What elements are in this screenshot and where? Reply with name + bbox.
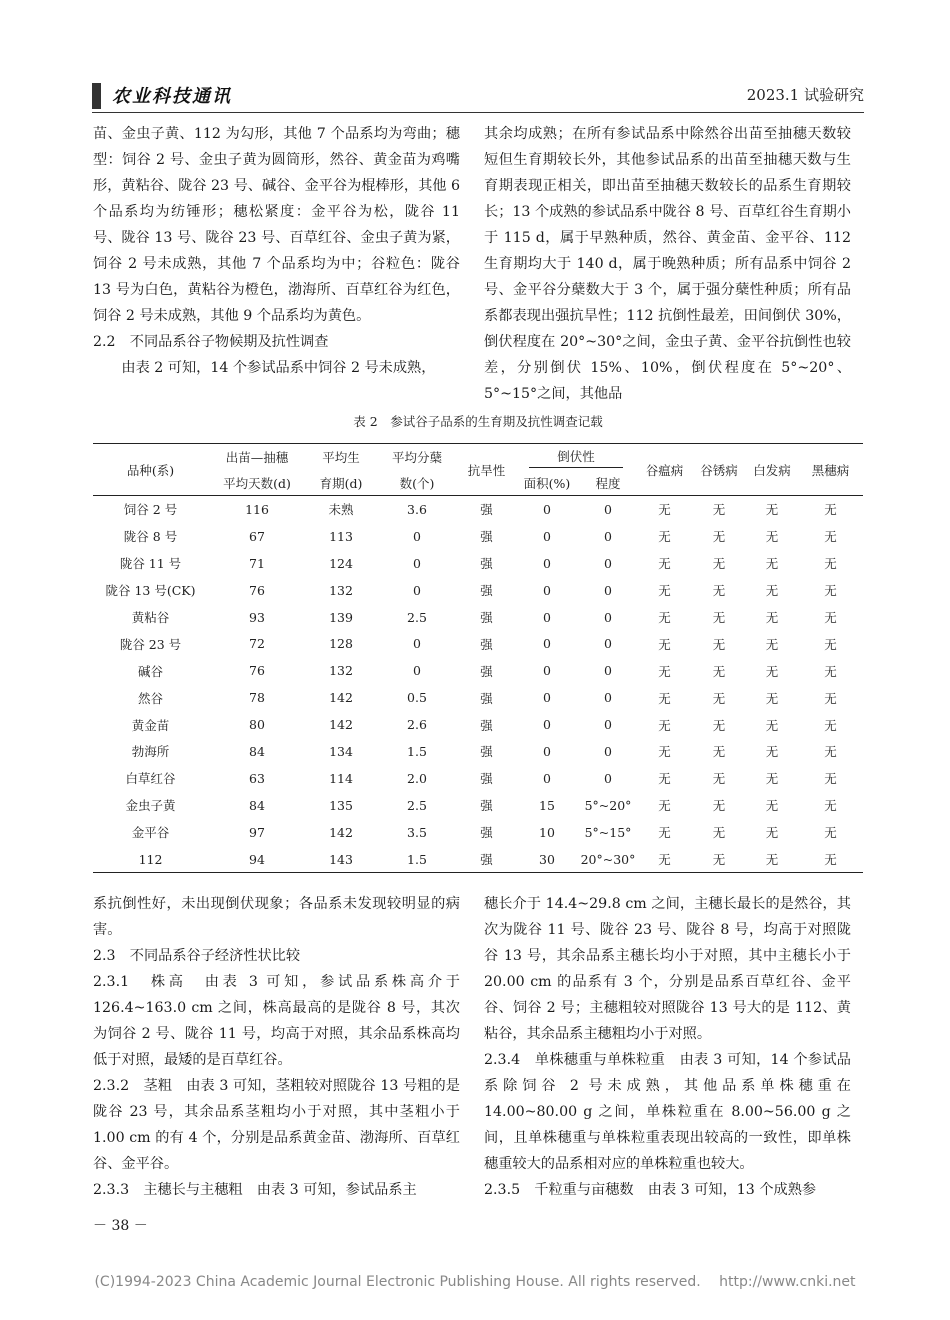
table-cell: 2.5 [407, 797, 427, 813]
table-cell: 0 [604, 743, 612, 759]
table-cell: 124 [329, 555, 353, 571]
table-row [93, 496, 863, 523]
table-cell: 67 [249, 528, 265, 544]
table-cell: 128 [329, 636, 353, 652]
table-caption: 表 2 参试谷子品系的生育期及抗性调查记载 [353, 414, 603, 429]
table-cell: 0 [543, 690, 551, 706]
table-cell: 142 [329, 717, 353, 733]
table-cell: 113 [329, 528, 353, 544]
table-cell: 然谷 [137, 690, 163, 706]
header-line: 数(个) [399, 475, 435, 491]
table-cell: 5°~15° [584, 824, 632, 840]
table-cell: 0 [543, 636, 551, 652]
data-table [93, 443, 863, 873]
table-cell: 无 [712, 610, 726, 625]
issue-label: 2023.1 试验研究 [746, 86, 864, 104]
table-cell: 黄粘谷 [131, 610, 170, 625]
table-cell: 无 [658, 825, 671, 841]
journal-logo: 农业科技通讯 [112, 86, 232, 107]
header-lodging-label: 倒伏性 [529, 447, 623, 468]
table-cell: 无 [824, 556, 837, 572]
table-cell: 强 [480, 502, 493, 518]
table-cell: 强 [480, 556, 493, 572]
table-cell: 0 [543, 582, 551, 598]
table-cell: 无 [712, 529, 726, 545]
col-header-rust: 谷锈病 [692, 444, 746, 496]
table-row [93, 765, 863, 792]
column-bottom-left [93, 891, 460, 1203]
page-number: － 38 － [93, 1218, 148, 1234]
table-cell: 无 [824, 583, 837, 599]
header-line: 平均天数(d) [223, 475, 291, 491]
col-header-tiller [376, 444, 458, 496]
table-cell: 黄金苗 [131, 717, 170, 733]
table-cell: 3.5 [407, 824, 427, 840]
table-cell: 无 [658, 529, 671, 545]
table-cell: 139 [329, 609, 353, 625]
table-cell: 无 [824, 798, 837, 814]
table-cell: 无 [712, 663, 726, 679]
table-cell: 无 [746, 846, 798, 873]
table-cell: 1.5 [376, 846, 458, 873]
table-cell: 84 [249, 743, 265, 759]
table-cell: 0 [543, 663, 551, 679]
table-row [93, 604, 863, 631]
copyright-footer: (C)1994-2023 China Academic Journal Electronic Publishing House. All rights reserved. http://www.cnki.net [94, 1274, 856, 1290]
table-cell: 0 [604, 690, 612, 706]
col-header-days [208, 444, 306, 496]
paragraph: 苗、金虫子黄、112 为勾形，其他 7 个品系均为弯曲；穗型：饲谷 2 号、金虫子黄为圆筒形，然谷、黄金苗为鸡嘴形，黄粘谷、陇谷 23 号、碱谷、金平谷为棍棒形，其他 6 个品系均为纺锤形；穗松紧度：金平谷为松，陇谷 11 号、陇谷 13 号、陇谷 23 号、百草红谷、金虫子黄为紧，饲谷 2 号未成熟，其他 7 个品系均为中；谷粒色：陇谷 13 号为白色，黄粘谷为橙色，渤海所、百草红谷为红色，饲谷 2 号未成熟，其他 9 个品系均为黄色。 [93, 126, 460, 324]
table-cell: 无 [658, 771, 671, 787]
table-cell: 0 [604, 555, 612, 571]
table-row [93, 846, 863, 873]
table-cell: 0 [604, 528, 612, 544]
header-line: 出苗—抽穗 [225, 449, 289, 465]
table-cell: 陇谷 8 号 [123, 529, 178, 545]
table-cell: 无 [824, 744, 837, 760]
table-cell: 无 [658, 556, 671, 572]
table-cell: 无 [824, 529, 837, 545]
table-cell: 0 [604, 717, 612, 733]
table-cell: 无 [712, 744, 726, 760]
table-cell: 无 [765, 610, 779, 625]
table-cell: 15 [539, 797, 555, 813]
table-cell: 76 [249, 663, 265, 679]
col-header-smut: 黑穗病 [798, 444, 863, 496]
table-cell: 无 [765, 556, 779, 572]
paragraph: 系抗倒性好，未出现倒伏现象；各品系未发现较明显的病害。 [93, 896, 460, 938]
table-cell: 无 [637, 846, 692, 873]
table-row [93, 684, 863, 711]
paragraph: 穗长介于 14.4~29.8 cm 之间，主穗长最长的是然谷，其次为陇谷 11 号、陇谷 23 号、陇谷 8 号，均高于对照陇谷 13 号，其余品系主穗长均小于对照，其中主穗长小于 20.00 cm 的品系有 3 个，分别是品系百草红谷、金平谷、饲谷 2 号；主穗粗较对照陇谷 13 号大的是 112、黄粘谷，其余品系主穗粗均小于对照。 [484, 896, 851, 1042]
table-cell: 无 [712, 583, 726, 599]
table-cell: 0 [604, 663, 612, 679]
table-cell: 76 [249, 582, 265, 598]
table-cell: 未熟 [328, 502, 354, 518]
table-cell: 0 [543, 743, 551, 759]
table-row [93, 577, 863, 604]
col-header-blast: 谷瘟病 [637, 444, 692, 496]
table-cell: 无 [765, 798, 779, 814]
table-cell: 71 [249, 555, 265, 571]
table-cell: 5°~20° [584, 797, 632, 813]
table-cell: 无 [765, 771, 779, 787]
table-cell: 94 [208, 846, 306, 873]
table-cell: 无 [658, 744, 671, 760]
table-cell: 陇谷 11 号 [119, 556, 182, 572]
table-cell: 无 [824, 502, 837, 518]
table-cell: 强 [480, 744, 493, 760]
table-cell: 1.5 [407, 743, 427, 759]
col-header-whitehead: 白发病 [746, 444, 798, 496]
table-cell: 无 [824, 717, 837, 733]
table-cell: 80 [249, 717, 265, 733]
table-cell: 132 [329, 663, 353, 679]
subsection-2-3-3: 2.3.3 主穗长与主穗粗 由表 3 可知，参试品系主 [93, 1182, 417, 1198]
table-row [93, 738, 863, 765]
table-cell: 无 [712, 771, 726, 787]
page-header [92, 80, 864, 110]
table-cell: 0 [604, 609, 612, 625]
table-cell: 无 [765, 663, 779, 679]
table-cell: 72 [249, 636, 265, 652]
header-line: 平均分蘖 [391, 449, 442, 465]
table-cell: 无 [658, 717, 671, 733]
table-cell: 84 [249, 797, 265, 813]
table-cell: 2.0 [407, 770, 427, 786]
table-cell: 陇谷 23 号 [119, 636, 182, 652]
table-cell: 0 [543, 501, 551, 517]
table-row [93, 819, 863, 846]
table-cell: 饲谷 2 号 [123, 502, 178, 518]
table-cell: 0 [413, 555, 421, 571]
table-cell: 0 [413, 663, 421, 679]
table-cell: 无 [712, 825, 726, 841]
table-cell: 0 [413, 636, 421, 652]
table-cell: 0 [604, 582, 612, 598]
table-cell: 63 [249, 770, 265, 786]
table-cell: 30 [515, 846, 579, 873]
table-cell: 0 [604, 636, 612, 652]
table-cell: 金虫子黄 [125, 798, 176, 814]
table-cell: 0 [413, 528, 421, 544]
table-cell: 10 [539, 824, 555, 840]
subsection-2-3-4: 2.3.4 单株穗重与单株粒重 由表 3 可知，14 个参试品系除饲谷 2 号未成熟，其他品系单株穗重在 14.00~80.00 g 之间，单株粒重在 8.00~56.00 g 之间，且单株穗重与单株粒重表现出较高的一致性，即单株穗重较大的品系相对应的单株粒重也较大。 [484, 1052, 851, 1172]
table-row [93, 550, 863, 577]
table-cell: 无 [765, 502, 779, 518]
table-cell: 97 [249, 824, 265, 840]
table-cell: 无 [765, 690, 779, 706]
table-cell: 无 [765, 744, 779, 760]
table-cell: 78 [249, 690, 265, 706]
table-cell: 强 [480, 717, 493, 733]
paragraph: 由表 2 可知，14 个参试品系中饲谷 2 号未成熟， [121, 360, 436, 376]
header-line: 育期(d) [319, 475, 363, 491]
table-cell: 93 [249, 609, 265, 625]
table-cell: 3.6 [407, 501, 427, 517]
table-cell: 无 [824, 663, 837, 679]
table-cell: 0 [604, 770, 612, 786]
table-cell: 无 [658, 583, 671, 599]
table-cell: 金平谷 [131, 825, 170, 841]
table-cell: 112 [93, 846, 208, 873]
subsection-2-3-2: 2.3.2 茎粗 由表 3 可知，茎粗较对照陇谷 13 号粗的是陇谷 23 号，其余品系茎粗均小于对照，其中茎粗小于 1.00 cm 的有 4 个，分别是品系黄金苗、渤海所、百草红谷、金平谷。 [93, 1078, 460, 1172]
table-cell: 无 [765, 583, 779, 599]
table-cell: 无 [658, 663, 671, 679]
col-header-drought: 抗旱性 [458, 444, 515, 496]
header-bar-decoration [92, 83, 101, 109]
table-cell: 无 [658, 636, 671, 652]
table-cell: 0 [543, 770, 551, 786]
table-cell: 0 [543, 717, 551, 733]
table-cell: 2.5 [407, 609, 427, 625]
table-cell: 无 [658, 502, 671, 518]
table-cell: 勃海所 [131, 744, 170, 760]
table-cell: 0 [543, 609, 551, 625]
section-heading-2-3: 2.3 不同品系谷子经济性状比较 [93, 948, 301, 964]
table-cell: 碱谷 [137, 663, 163, 679]
table-cell: 强 [480, 636, 493, 652]
table-cell: 强 [458, 846, 515, 873]
table-cell: 114 [329, 770, 353, 786]
col-header-degree: 程度 [579, 471, 637, 496]
table-cell: 132 [329, 582, 353, 598]
table-cell: 无 [824, 690, 837, 706]
table-cell: 无 [765, 529, 779, 545]
table-cell: 无 [824, 636, 837, 652]
table-cell: 116 [245, 501, 269, 517]
table-cell: 无 [712, 556, 726, 572]
table-cell: 0 [543, 528, 551, 544]
table-cell: 135 [329, 797, 353, 813]
subsection-2-3-1: 2.3.1 株高 由表 3 可知，参试品系株高介于 126.4~163.0 cm 之间，株高最高的是陇谷 8 号，其次为饲谷 2 号、陇谷 11 号，均高于对照，其余品系株高均低于对照，最矮的是百草红谷。 [93, 974, 460, 1068]
table-cell: 20°~30° [579, 846, 637, 873]
table-cell: 无 [712, 636, 726, 652]
table-cell: 无 [798, 846, 863, 873]
table-cell: 2.6 [407, 717, 427, 733]
table-cell: 无 [692, 846, 746, 873]
table-cell: 无 [824, 771, 837, 787]
col-header-variety: 品种(系) [93, 444, 208, 496]
table-cell: 0.5 [407, 690, 427, 706]
column-top-right [484, 121, 851, 407]
table-cell: 无 [712, 502, 726, 518]
table-cell: 无 [658, 798, 671, 814]
table-cell: 强 [480, 771, 493, 787]
col-header-area: 面积(%) [515, 471, 579, 496]
header-rule [92, 112, 864, 113]
table-row [93, 711, 863, 738]
table-cell: 白草红谷 [125, 771, 176, 787]
table-cell: 无 [658, 690, 671, 706]
table-cell: 强 [480, 663, 493, 679]
header-line: 平均生 [322, 449, 360, 465]
table-cell: 142 [329, 824, 353, 840]
table-cell: 无 [712, 690, 726, 706]
subsection-2-3-5: 2.3.5 千粒重与亩穗数 由表 3 可知，13 个成熟参 [484, 1182, 817, 1198]
table-cell: 0 [604, 501, 612, 517]
table-row [93, 792, 863, 819]
table-cell: 无 [765, 825, 779, 841]
table-cell: 无 [824, 610, 837, 625]
table-row [93, 630, 863, 657]
table-cell: 134 [329, 743, 353, 759]
table-cell: 无 [765, 636, 779, 652]
table-cell: 强 [480, 690, 493, 706]
table-cell: 143 [306, 846, 376, 873]
col-header-period [306, 444, 376, 496]
table-cell: 强 [480, 798, 493, 814]
table-cell: 无 [658, 610, 671, 625]
table-cell: 无 [712, 798, 726, 814]
table-cell: 0 [543, 555, 551, 571]
table-cell: 142 [329, 690, 353, 706]
table-row [93, 657, 863, 684]
table-cell: 强 [480, 610, 493, 625]
column-top-left [93, 121, 460, 381]
col-header-lodging [515, 444, 637, 472]
table-cell: 强 [480, 825, 493, 841]
table-cell: 陇谷 13 号(CK) [105, 583, 196, 599]
paragraph: 其余均成熟；在所有参试品系中除然谷出苗至抽穗天数较短但生育期较长外，其他参试品系的出苗至抽穗天数与生育期表现正相关，即出苗至抽穗天数较长的品系生育期较长；13 个成熟的参试品系中陇谷 8 号、百草红谷生育期小于 115 d，属于早熟种质，然谷、黄金苗、金平谷、112 生育期均大于 140 d，属于晚熟种质；所有品系中饲谷 2 号、金平谷分蘖数大于 3 个，属于强分蘖性种质；所有品系都表现出强抗旱性；112 抗倒性最差，田间倒伏 30%，倒伏程度在 20°~30°之间，金虫子黄、金平谷抗倒性也较差，分别倒伏 15%、10%，倒伏程度在 5°~20°、5°~15°之间，其他品 [484, 126, 851, 402]
table-cell: 无 [712, 717, 726, 733]
table-cell: 强 [480, 583, 493, 599]
table-cell: 无 [765, 717, 779, 733]
table-cell: 0 [413, 582, 421, 598]
column-bottom-right [484, 891, 851, 1203]
table-cell: 强 [480, 529, 493, 545]
section-heading-2-2: 2.2 不同品系谷子物候期及抗性调查 [93, 334, 329, 350]
table-row [93, 523, 863, 550]
table-cell: 无 [824, 825, 837, 841]
